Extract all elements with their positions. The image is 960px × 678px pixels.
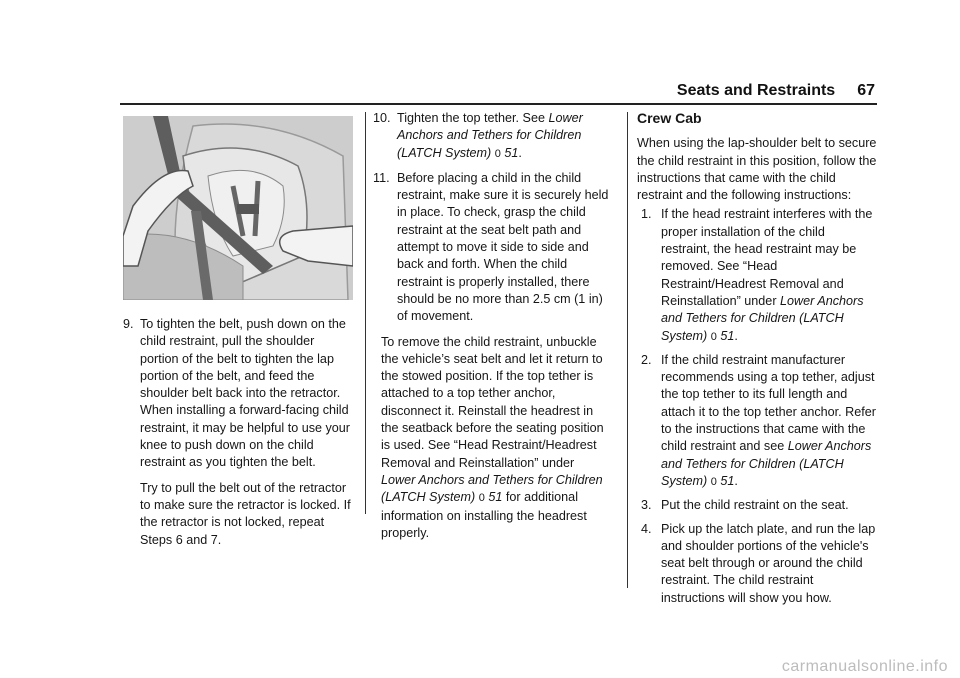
step-number: 2.	[641, 352, 652, 367]
remove-paragraph	[373, 334, 611, 543]
step-number: 9.	[123, 317, 134, 331]
page-ref-icon: 0	[478, 492, 485, 505]
page-ref-icon: 0	[710, 475, 717, 488]
step-text: Put the child restraint on the seat.	[661, 498, 849, 513]
step-text-lead: If the child restraint manufacturer recommends using a top tether, adjust the top tether to its full length and attach it to the top tether anchor. Refer to the instructions that came with the child restraint and see	[661, 352, 876, 454]
page-ref-icon: 0	[494, 147, 501, 160]
cross-reference-link[interactable]: Lower Anchors and Tethers for Children (LATCH System)	[661, 439, 872, 488]
step-text: Before placing a child in the child restraint, make sure it is securely held in place. To check, grasp the child restraint at the seat belt path and attempt to move it side to side and back and forth. When the child restraint is properly installed, there should be no more than 2.5 cm (1 in) of movement.	[397, 170, 609, 324]
step-text: If the child restraint manufacturer recommends using a top tether, adjust the top tether to its full length and attach it to the top tether anchor. Refer to the instructions that came with the child restraint and see Lower Anchors and Tethers for Children (LATCH System) 0 51.	[661, 352, 876, 488]
page-ref[interactable]: 51	[720, 473, 735, 488]
para-text-tail: for additional information on installing the headrest properly.	[381, 490, 587, 540]
column-middle	[373, 110, 611, 542]
step-text-lead: Tighten the top tether. See	[397, 111, 549, 125]
para-text: To remove the child restraint, unbuckle the vehicle’s seat belt and let it return to the stowed position. If the top tether is attached to a top tether anchor, disconnect it. Reinstall the headrest in the seatback before the seating position is used. See “Head Restraint/Headrest Removal and Reinstallation” under	[381, 334, 604, 470]
section-title: Seats and Restraints	[676, 82, 836, 99]
page-ref[interactable]: 51	[720, 328, 735, 343]
step-9	[123, 316, 355, 549]
cross-reference-link[interactable]: Lower Anchors and Tethers for Children (LATCH System)	[381, 472, 603, 505]
section-heading: Crew Cab	[637, 110, 702, 126]
step-number: 4.	[641, 521, 652, 536]
page-number: 67	[857, 82, 875, 99]
column-divider	[627, 112, 628, 588]
step-1	[641, 206, 877, 345]
step-10	[373, 110, 611, 163]
cross-reference-link[interactable]: Lower Anchors and Tethers for Children (LATCH System)	[397, 111, 583, 160]
step-4	[641, 521, 877, 607]
footer	[0, 658, 960, 678]
column-right	[637, 110, 877, 607]
step-text: Tighten the top tether. See Lower Anchors and Tethers for Children (LATCH System) 0 51.	[397, 111, 583, 160]
step-3	[641, 497, 877, 514]
step-note: Try to pull the belt out of the retractor to make sure the retractor is locked. If the retractor is not locked, repeat Steps 6 and 7.	[140, 480, 351, 547]
step-text-lead: If the head restraint interferes with the proper installation of the child restraint, the head restraint may be removed. See “Head Restraint/Headrest Removal and Reinstallation” under	[661, 207, 873, 308]
step-text: Pick up the latch plate, and run the lap and shoulder portions of the vehicle's seat belt through or around the child restraint. The child restraint instructions will show you how.	[661, 521, 876, 605]
step-number: 3.	[641, 498, 652, 513]
column-divider	[365, 112, 366, 514]
watermark: carmanualsonline.info	[781, 658, 948, 675]
step-text: To tighten the belt, push down on the child restraint, pull the shoulder portion of the belt to tighten the lap portion of the belt, and feed the shoulder belt back into the retractor. When installing a forward-facing child restraint, it may be helpful to use your knee to push down on the child restraint as you tighten the belt.	[140, 317, 350, 470]
step-11	[373, 170, 611, 326]
step-number: 11.	[373, 170, 390, 185]
running-header	[590, 82, 875, 100]
step-text: If the head restraint interferes with the proper installation of the child restraint, the head restraint may be removed. See “Head Restraint/Headrest Removal and Reinstallation” under Lower Anchors and Tethers for Children (LATCH System) 0 51.	[661, 207, 873, 343]
column-left	[123, 316, 355, 549]
intro-paragraph: When using the lap-shoulder belt to secure the child restraint in this position, follow the instructions that came with the child restraint and the following instructions:	[637, 136, 877, 203]
child-seat-illustration	[123, 116, 353, 300]
page-ref[interactable]: 51	[504, 145, 519, 160]
step-number: 10.	[373, 111, 391, 125]
step-2	[641, 352, 877, 491]
step-number: 1.	[641, 207, 652, 222]
header-rule	[120, 103, 877, 105]
page-ref-icon: 0	[710, 330, 717, 343]
cross-reference-link[interactable]: Lower Anchors and Tethers for Children (LATCH System)	[661, 293, 864, 343]
page-ref[interactable]: 51	[488, 490, 503, 505]
